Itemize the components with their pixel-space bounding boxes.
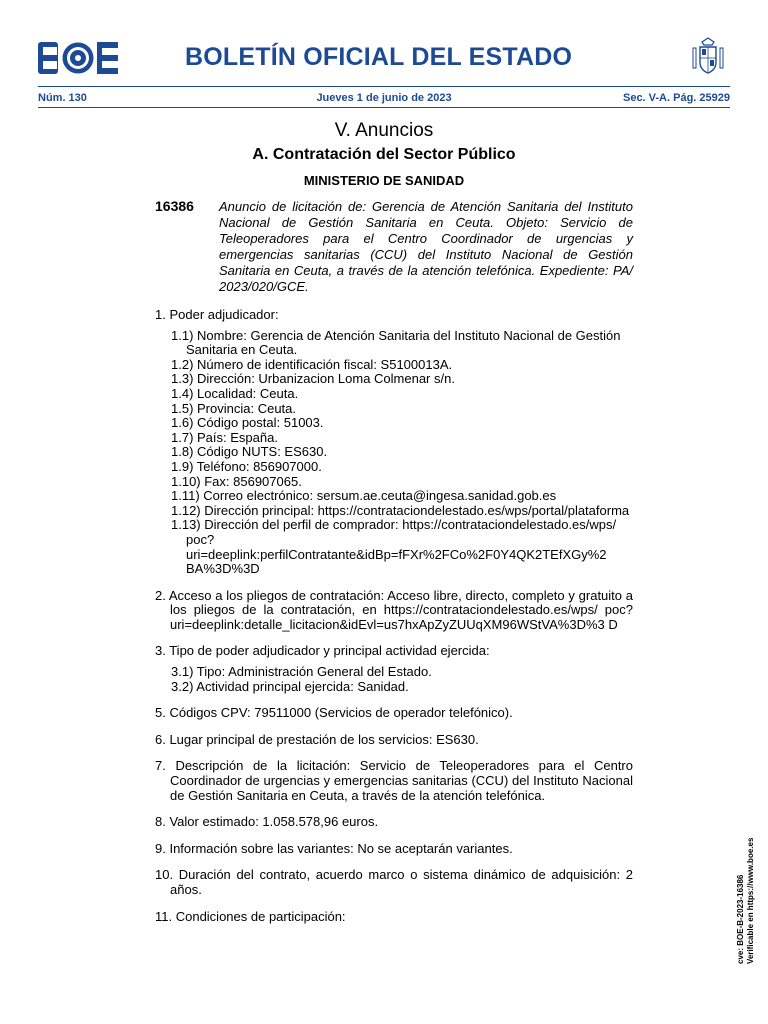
sub-item: 1.10) Fax: 856907065. <box>171 473 302 489</box>
item-authority-type <box>155 644 633 694</box>
announcement-body <box>155 308 633 936</box>
announcement-summary: Anuncio de licitación de: Gerencia de Atención Sanitaria del Instituto Nacional de Gestión Sanitaria en Ceuta. Objeto: Servicio de Teleoperadores para el Centro Coordinador de urgencias y emergencias sanitarias (CCU) del Instituto Nacional de Gestión Sanitaria en Ceuta, a través de la atención telefónica. Expediente: PA/ 2023/020/GCE. <box>219 199 633 294</box>
header-rule-bottom <box>38 107 730 108</box>
issue-number: Núm. 130 <box>38 92 87 104</box>
coat-of-arms-icon <box>688 36 728 76</box>
section-title: V. Anuncios <box>334 120 434 141</box>
sub-list <box>155 329 633 577</box>
sub-item: 1.8) Código NUTS: ES630. <box>171 444 328 460</box>
item-estimated-value: 8. Valor estimado: 1.058.578,96 euros. <box>155 814 379 830</box>
sub-item: 1.3) Dirección: Urbanizacion Loma Colmenar s/n. <box>171 371 455 387</box>
item-participation-conditions: 11. Condiciones de participación: <box>155 908 346 924</box>
sub-item: 1.6) Código postal: 51003. <box>171 415 324 431</box>
sub-item-buyer-profile: 1.13) Dirección del perfil de comprador: https://contrataciondelestado.es/wps/ poc?uri=deeplink:perfilContratante&idBp=fFXr%2FCo%2F0Y4QK2TEfXGy%2 BA%3D%3D <box>171 517 617 577</box>
item-contracting-authority <box>155 308 633 577</box>
sub-item: 1.4) Localidad: Ceuta. <box>171 385 299 401</box>
item-heading: 1. Poder adjudicador: <box>155 307 279 322</box>
sub-item: 1.2) Número de identificación fiscal: S5100013A. <box>171 356 453 372</box>
item-place-of-performance: 6. Lugar principal de prestación de los servicios: ES630. <box>155 731 479 747</box>
item-description: 7. Descripción de la licitación: Servicio de Teleoperadores para el Centro Coordinador de urgencias y emergencias sanitarias (CCU) del Instituto Nacional de Gestión Sanitaria en Ceuta, a través de la atención telefónica. <box>155 758 633 803</box>
sub-item: 3.1) Tipo: Administración General del Estado. <box>171 664 432 680</box>
verification-url: Verificable en https://www.boe.es <box>746 837 755 964</box>
subsection-title: A. Contratación del Sector Público <box>252 146 516 163</box>
boe-logo <box>38 42 118 74</box>
cve-code: cve: BOE-B-2023-16386 <box>736 874 745 964</box>
header-rule-top <box>38 86 730 87</box>
item-tender-access: 2. Acceso a los pliegos de contratación: Acceso libre, directo, completo y gratuito a los pliegos de la contratación, en https://contrataciondelestado.es/wps/ poc?uri=deeplink:detalle_licitacion&idEvl=us7hxApZyZUUqXM96WStVA%3D%3 D <box>155 587 633 632</box>
item-cpv-codes: 5. Códigos CPV: 79511000 (Servicios de operador telefónico). <box>155 705 513 721</box>
sub-item: 1.1) Nombre: Gerencia de Atención Sanitaria del Instituto Nacional de Gestión Sanitaria en Ceuta. <box>171 327 621 358</box>
verification-stamp <box>736 838 756 964</box>
section-page: Sec. V-A. Pág. 25929 <box>622 92 730 104</box>
item-heading: 3. Tipo de poder adjudicador y principal actividad ejercida: <box>155 643 490 659</box>
sub-item-email: 1.11) Correo electrónico: sersum.ae.ceuta@ingesa.sanidad.gob.es <box>171 488 557 504</box>
item-variants: 9. Información sobre las variantes: No se aceptarán variantes. <box>155 840 513 856</box>
sub-item-main-address: 1.12) Dirección principal: https://contrataciondelestado.es/wps/portal/plataforma <box>171 502 630 518</box>
announcement-number: 16386 <box>155 198 194 214</box>
sub-item: 1.7) País: España. <box>171 429 278 445</box>
newspaper-title: BOLETÍN OFICIAL DEL ESTADO <box>185 43 573 71</box>
sub-list <box>155 665 633 694</box>
sub-item: 3.2) Actividad principal ejercida: Sanidad. <box>171 678 409 694</box>
issue-date: Jueves 1 de junio de 2023 <box>316 92 452 104</box>
sub-item: 1.9) Teléfono: 856907000. <box>171 458 322 474</box>
item-duration: 10. Duración del contrato, acuerdo marco o sistema dinámico de adquisición: 2 años. <box>155 867 633 897</box>
ministry-title: MINISTERIO DE SANIDAD <box>303 173 465 188</box>
sub-item: 1.5) Provincia: Ceuta. <box>171 400 297 416</box>
